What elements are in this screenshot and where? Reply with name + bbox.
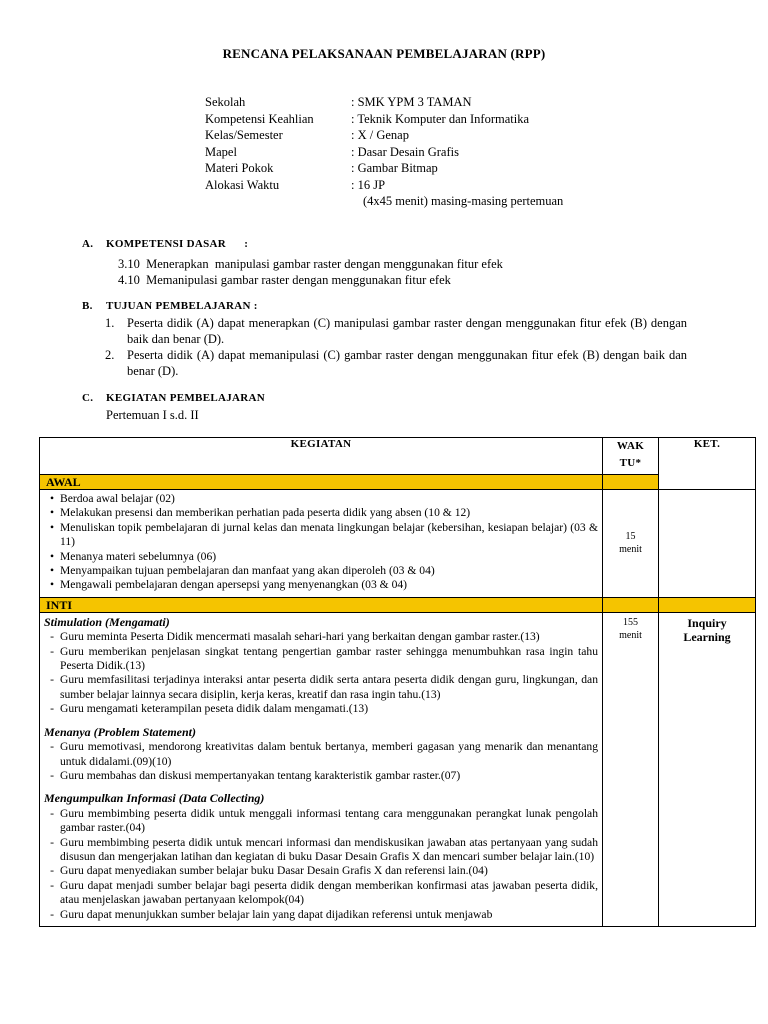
- header-waktu-line2: TU*: [619, 457, 642, 469]
- kompetensi-item: 3.10 Menerapkan manipulasi gambar raster dengan menggunakan fitur efek: [118, 257, 503, 271]
- dash-icon: -: [50, 644, 54, 658]
- dash-icon: -: [50, 740, 54, 754]
- awal-waktu: [603, 490, 659, 598]
- activity-text: Menyampaikan tujuan pembelajaran dan manfaat yang akan diperoleh (03 & 04): [60, 564, 435, 578]
- info-block: [205, 94, 563, 210]
- tujuan-item: [105, 347, 687, 379]
- dash-icon: -: [50, 864, 54, 878]
- bullet-icon: •: [49, 492, 55, 505]
- list-item: [44, 506, 598, 520]
- activity-text: Mengawali pembelajaran dengan apersepsi yang menyenangkan (03 & 04): [60, 578, 408, 592]
- dash-icon: -: [50, 768, 54, 782]
- dash-icon: -: [50, 702, 54, 716]
- activity-text: Menanya materi sebelumnya (06): [60, 549, 217, 563]
- awal-activities: [40, 490, 603, 598]
- inti-content-row: [40, 612, 756, 926]
- tujuan-item: [105, 315, 687, 347]
- waktu-value: 15: [625, 531, 636, 543]
- dash-icon: -: [50, 835, 54, 849]
- list-item: [44, 550, 598, 564]
- item-text: Peserta didik (A) dapat memanipulasi (C) gambar raster dengan menggunakan fitur efek (B) dengan baik dan benar (D).: [127, 348, 687, 378]
- list-item: [44, 492, 598, 506]
- bullet-icon: •: [49, 506, 55, 520]
- inti-activities: [40, 612, 603, 926]
- awal-content-row: [40, 490, 756, 598]
- inti-band-waktu: [603, 597, 659, 612]
- dash-icon: -: [50, 878, 54, 892]
- info-row-kelas: [205, 127, 563, 144]
- bullet-icon: •: [49, 549, 55, 563]
- dash-icon: -: [50, 907, 54, 921]
- group-title: Mengumpulkan Informasi (Data Collecting): [44, 791, 265, 806]
- activity-text: Guru dapat menyediakan sumber belajar buku Dasar Desain Grafis X dan referensi lain.(04): [60, 864, 488, 878]
- info-value: : Dasar Desain Grafis: [351, 144, 459, 159]
- waktu-unit: menit: [619, 544, 642, 556]
- section-letter: C.: [82, 392, 94, 404]
- awal-band-row: [40, 475, 756, 490]
- header-waktu-line1: WAK: [616, 440, 645, 452]
- inti-band-row: [40, 597, 756, 612]
- list-item: [44, 807, 598, 836]
- dash-icon: -: [50, 673, 54, 687]
- activity-text: Guru memfasilitasi terjadinya interaksi antar peserta didik serta antara peserta didik dengan guru, lingkungan, dan sumber belajar lainnya secara disiplin, kerja keras, kreatif dan rasa ingin tahu.(13): [60, 673, 598, 701]
- list-item: [44, 740, 598, 769]
- awal-band-waktu: [603, 475, 659, 490]
- group-title: Stimulation (Mengamati): [44, 614, 170, 629]
- info-value: : SMK YPM 3 TAMAN: [351, 95, 472, 109]
- info-label: Kompetensi Keahlian: [205, 111, 314, 126]
- info-label: Mapel: [205, 144, 237, 159]
- activity-text: Guru membahas dan diskusi mempertanyakan tentang karakteristik gambar raster.(07): [60, 768, 461, 782]
- section-b-heading: [82, 300, 258, 312]
- table-header-row: [40, 438, 756, 475]
- list-item: [44, 673, 598, 702]
- activity-text: Melakukan presensi dan memberikan perhatian pada peserta didik yang absen (10 & 12): [60, 506, 471, 520]
- section-letter: B.: [82, 300, 93, 312]
- bullet-icon: •: [49, 564, 55, 578]
- info-row-kompetensi: [205, 111, 563, 128]
- list-item: [44, 879, 598, 908]
- info-row-mapel: [205, 144, 563, 161]
- activity-text: Guru mengamati keterampilan peseta didik dalam mengamati.(13): [60, 702, 369, 716]
- section-title: KEGIATAN PEMBELAJARAN: [106, 392, 265, 404]
- inti-band: INTI: [40, 597, 603, 612]
- info-label: Sekolah: [205, 95, 246, 109]
- section-letter: A.: [82, 238, 94, 250]
- header-kegiatan: KEGIATAN: [40, 438, 603, 475]
- activity-text: Guru memberikan penjelasan singkat tentang pengertian gambar raster sehingga menumbuhkan rasa ingin tahu Peserta Didik.(13): [60, 644, 598, 673]
- dash-icon: -: [50, 806, 54, 820]
- info-value: : X / Genap: [351, 128, 409, 142]
- waktu-value: 155: [623, 616, 638, 628]
- item-number: 1.: [105, 316, 115, 330]
- info-value: : Gambar Bitmap: [351, 161, 438, 175]
- list-item: [44, 769, 598, 783]
- info-row-sekolah: [205, 94, 563, 111]
- awal-ket: [659, 490, 756, 598]
- list-item: [44, 578, 598, 592]
- group-title: Menanya (Problem Statement): [44, 724, 196, 739]
- activity-text: Guru membimbing peserta didik untuk menggali informasi tentang cara menggunakan perangkat lunak pengolah gambar raster.(04): [60, 806, 598, 835]
- list-item: [44, 836, 598, 865]
- item-text: Peserta didik (A) dapat menerapkan (C) manipulasi gambar raster dengan menggunakan fitur efek (B) dengan baik dan benar (D).: [127, 316, 687, 346]
- inti-ket: [659, 612, 756, 926]
- info-label: Kelas/Semester: [205, 128, 283, 142]
- tujuan-list: [105, 315, 687, 379]
- awal-band: AWAL: [40, 475, 603, 490]
- list-item: [44, 702, 598, 716]
- header-ket: KET.: [659, 438, 756, 490]
- list-item: [44, 630, 598, 644]
- bullet-icon: •: [49, 578, 55, 592]
- bullet-icon: •: [49, 520, 55, 534]
- info-row-materi: [205, 160, 563, 177]
- activity-text: Guru memotivasi, mendorong kreativitas dalam bentuk bertanya, memberi gagasan yang menarik dan menantang untuk didalami.(09)(10): [60, 740, 598, 768]
- activity-text: Berdoa awal belajar (02): [60, 492, 175, 505]
- pertemuan-subtitle: Pertemuan I s.d. II: [106, 408, 199, 422]
- activity-text: Guru dapat menjadi sumber belajar bagi peserta didik dengan memberikan konfirmasi atas jawaban peserta didik, atau menjelaskan jawaban pertanyaan kelompok(04): [60, 878, 598, 907]
- section-a-heading: [82, 238, 248, 250]
- activity-text: Menuliskan topik pembelajaran di jurnal kelas dan menata lingkungan belajar (kebersihan, kesiapan belajar) (03 & 11): [60, 520, 598, 549]
- info-label: Materi Pokok: [205, 161, 274, 175]
- ket-line1: Inquiry: [687, 615, 727, 630]
- info-value: : Teknik Komputer dan Informatika: [351, 111, 530, 126]
- document-title: RENCANA PELAKSANAAN PEMBELAJARAN (RPP): [222, 46, 546, 61]
- activity-text: Guru meminta Peserta Didik mencermati masalah sehari-hari yang berkaitan dengan gambar raster.(13): [60, 630, 540, 644]
- info-extra: (4x45 menit) masing-masing pertemuan: [363, 194, 564, 208]
- kompetensi-list: [118, 256, 503, 288]
- kompetensi-item: 4.10 Memanipulasi gambar raster dengan menggunakan fitur efek: [118, 273, 451, 287]
- ket-line2: Learning: [683, 629, 731, 644]
- header-waktu: [603, 438, 659, 475]
- list-item: [44, 864, 598, 878]
- waktu-unit: menit: [619, 629, 642, 641]
- list-item: [44, 564, 598, 578]
- inti-band-ket: [659, 597, 756, 612]
- list-item: [44, 908, 598, 922]
- info-value: : 16 JP: [351, 177, 386, 192]
- list-item: [44, 521, 598, 550]
- activity-text: Guru dapat menunjukkan sumber belajar lain yang dapat dijadikan referensi untuk menjawab: [60, 907, 493, 921]
- section-c-heading: [82, 392, 265, 404]
- section-title: TUJUAN PEMBELAJARAN :: [106, 300, 258, 312]
- inti-waktu: [603, 612, 659, 926]
- list-item: [44, 645, 598, 674]
- item-number: 2.: [105, 348, 115, 362]
- activity-text: Guru membimbing peserta didik untuk mencari informasi dan mendiskusikan jawaban atas pertanyaan yang sudah disusun dan mengerjakan latihan dan kegiatan di buku Dasar Desain Grafis X dan mencari sumber belajar lain.(10): [60, 835, 598, 863]
- section-title: KOMPETENSI DASAR :: [106, 238, 249, 250]
- info-label: Alokasi Waktu: [205, 177, 280, 192]
- kegiatan-table: [39, 437, 756, 927]
- dash-icon: -: [50, 630, 54, 644]
- info-row-alokasi: [205, 177, 563, 194]
